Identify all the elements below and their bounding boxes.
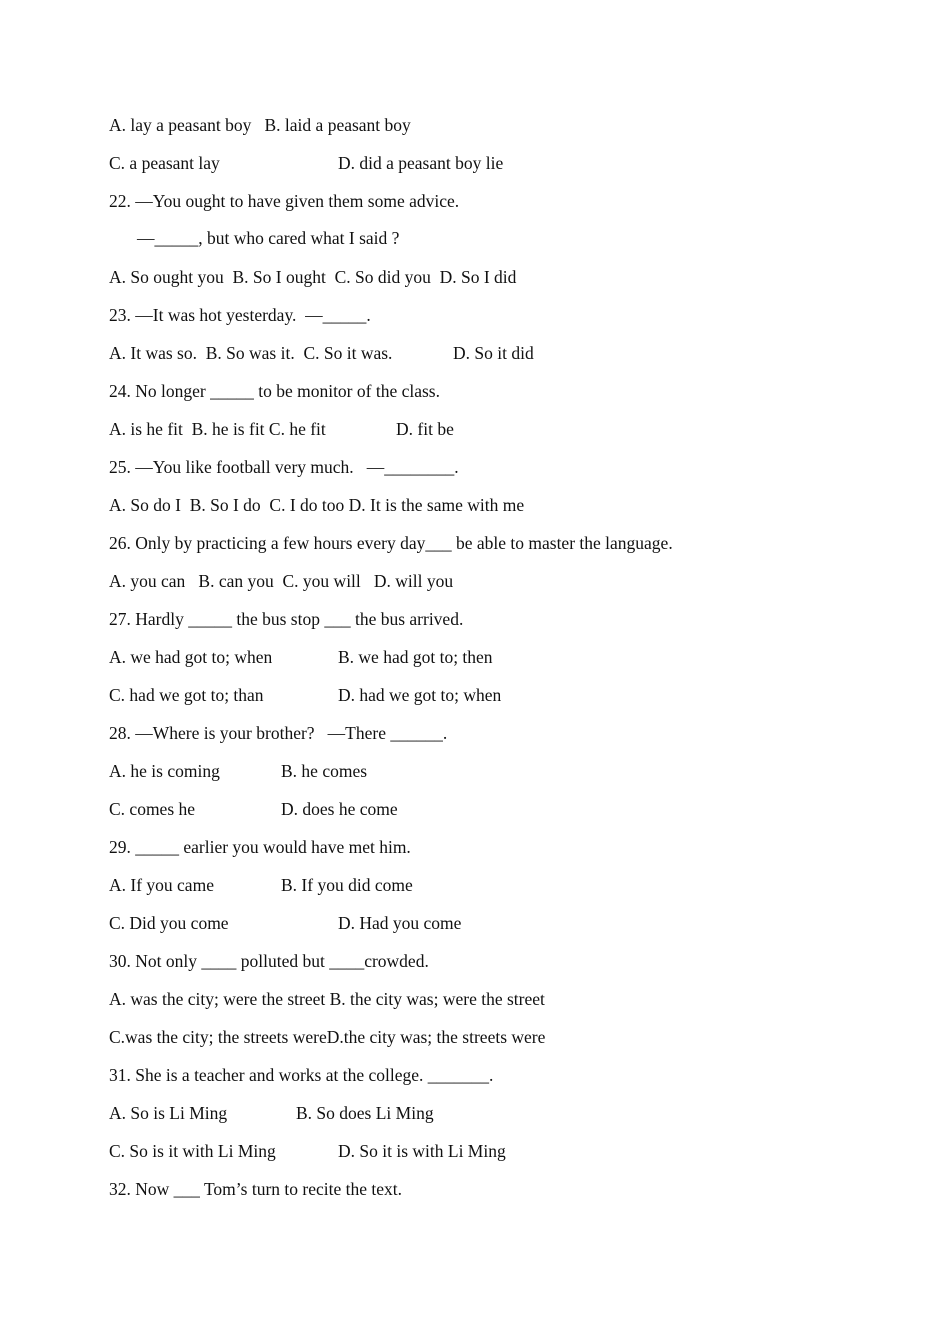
option-column-2: D. did a peasant boy lie [338,153,504,173]
line-text: 25. —You like football very much. —________. [109,457,459,477]
question-30 [109,948,429,974]
option-column-2: B. we had got to; then [338,647,493,667]
line-text: A. he is coming [109,761,220,781]
question-22 [109,188,459,214]
line-text: 32. Now ___ Tom’s turn to recite the text. [109,1179,402,1199]
option-column-2: D. So it is with Li Ming [338,1141,506,1161]
line-text: A. we had got to; when [109,647,273,667]
line-text: 23. —It was hot yesterday. —_____. [109,305,371,325]
line-text: 24. No longer _____ to be monitor of the class. [109,381,440,401]
line-text: C. had we got to; than [109,685,264,705]
option-line [109,492,524,518]
option-line [109,150,504,176]
line-text: A. It was so. B. So was it. C. So it was. [109,343,393,363]
option-column-2: D. So it did [453,343,534,363]
option-line [109,758,368,784]
line-text: A. So ought you B. So I ought C. So did you D. So I did [109,267,517,287]
option-column-2: D. Had you come [338,913,462,933]
option-line [109,112,411,138]
question-23 [109,302,371,328]
option-column-2: B. he comes [281,761,368,781]
question-28 [109,720,447,746]
line-text: 31. She is a teacher and works at the college. _______. [109,1065,494,1085]
option-line [109,986,545,1012]
option-line [109,416,454,442]
line-text: 29. _____ earlier you would have met him. [109,837,411,857]
dialogue-line [137,225,399,251]
line-text: 22. —You ought to have given them some advice. [109,191,460,211]
line-text: A. So is Li Ming [109,1103,228,1123]
question-26 [109,530,673,556]
line-text: A. was the city; were the street B. the city was; were the street [109,989,545,1009]
option-column-2: D. fit be [396,419,454,439]
option-line [109,644,493,670]
option-line [109,340,534,366]
line-text: A. lay a peasant boy B. laid a peasant boy [109,115,411,135]
line-text: A. you can B. can you C. you will D. will you [109,571,454,591]
line-text: —_____, but who cared what I said ? [137,228,400,248]
question-25 [109,454,459,480]
option-line [109,682,502,708]
line-text: 26. Only by practicing a few hours every day___ be able to master the language. [109,533,673,553]
option-line [109,872,413,898]
question-27 [109,606,463,632]
option-line [109,568,453,594]
line-text: C.was the city; the streets wereD.the city was; the streets were [109,1027,546,1047]
line-text: 30. Not only ____ polluted but ____crowded. [109,951,429,971]
line-text: A. So do I B. So I do C. I do too D. It is the same with me [109,495,525,515]
option-column-2: D. had we got to; when [338,685,502,705]
line-text: A. is he fit B. he is fit C. he fit [109,419,326,439]
line-text: A. If you came [109,875,214,895]
line-text: 27. Hardly _____ the bus stop ___ the bus arrived. [109,609,464,629]
option-line [109,264,516,290]
question-29 [109,834,411,860]
option-column-2: B. So does Li Ming [296,1103,434,1123]
line-text: C. comes he [109,799,196,819]
line-text: C. So is it with Li Ming [109,1141,276,1161]
option-line [109,796,398,822]
option-line [109,1100,434,1126]
option-line [109,1138,506,1164]
option-line [109,1024,545,1050]
option-column-2: B. If you did come [281,875,413,895]
line-text: C. a peasant lay [109,153,220,173]
line-text: C. Did you come [109,913,229,933]
question-31 [109,1062,493,1088]
question-24 [109,378,440,404]
line-text: 28. —Where is your brother? —There ______. [109,723,448,743]
option-column-2: D. does he come [281,799,398,819]
question-32 [109,1176,402,1202]
option-line [109,910,462,936]
